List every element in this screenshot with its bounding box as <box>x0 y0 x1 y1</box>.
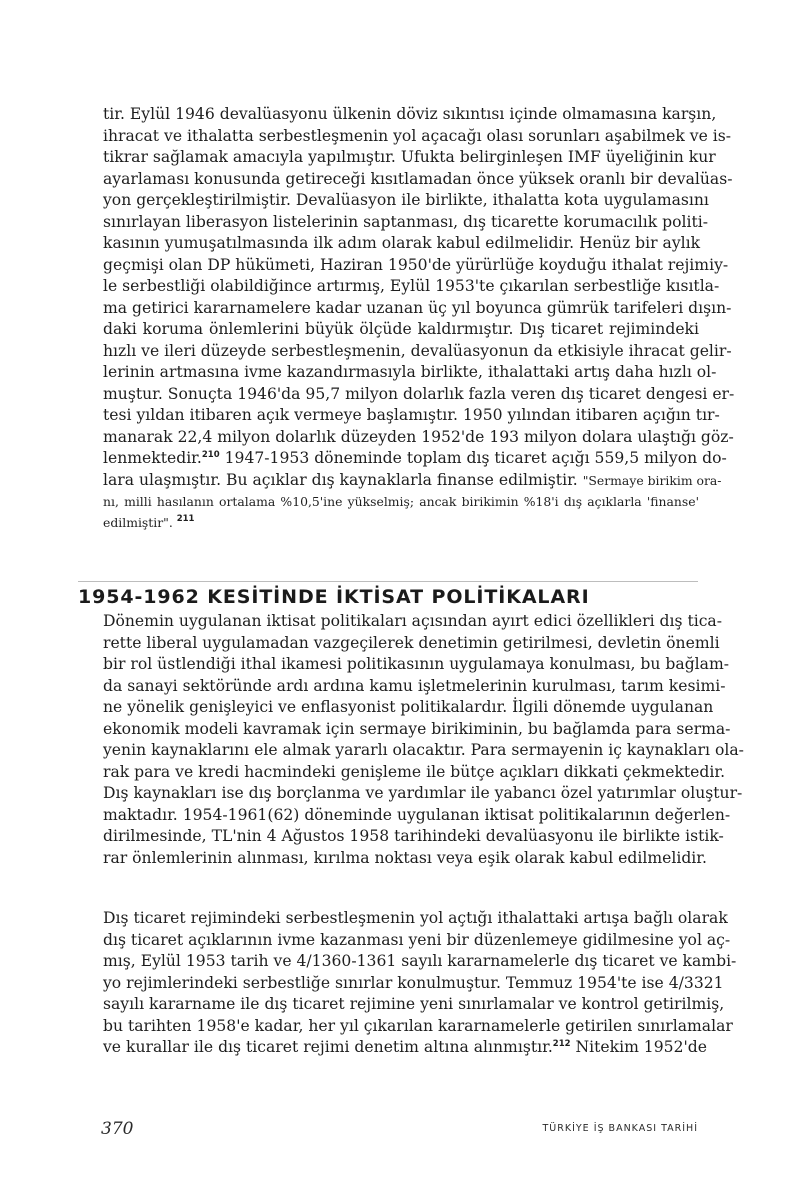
text-line: sınırlayan liberasyon listelerinin saptanması, dış ticarette korumacılık politi- <box>103 212 709 231</box>
text-line: rette liberal uygulamadan vazgeçilerek denetimin getirilmesi, devletin önemli <box>103 633 720 652</box>
text-line: geçmişi olan DP hükümeti, Haziran 1950'de yürürlüğe koyduğu ithalat rejimiy- <box>103 255 729 274</box>
text-line: Dönemin uygulanan iktisat politikaları açısından ayırt edici özellikleri dış tica- <box>103 612 722 630</box>
text-line: da sanayi sektöründe ardı ardına kamu işletmelerinin kurulması, tarım kesimi- <box>103 676 726 695</box>
text-line: le serbestliği olabildiğince artırmış, Eylül 1953'te çıkarılan serbestliğe kısıtla- <box>103 277 720 295</box>
text-run: edilmiştir". <box>103 515 177 530</box>
section-divider <box>78 581 698 582</box>
paragraph-1 <box>103 104 735 533</box>
text-line: yo rejimlerindeki serbestliğe sınırlar konulmuştur. Temmuz 1954'te ise 4/3321 <box>103 973 724 992</box>
text-line <box>103 1037 707 1059</box>
text-line: yon gerçekleştirilmiştir. Devalüasyon ile birlikte, ithalatta kota uygulamasını <box>103 191 709 209</box>
text-line: rak para ve kredi hacmindeki genişleme ile bütçe açıkları dikkati çekmektedir. <box>103 762 726 781</box>
text-line: Dış ticaret rejimindeki serbestleşmenin yol açtığı ithalattaki artışa bağlı olarak <box>103 909 728 927</box>
quotation-line <box>103 512 699 533</box>
text-line: Dış kaynakları ise dış borçlanma ve yardımlar ile yabancı özel yatırımlar oluştur- <box>103 784 743 802</box>
text-line: ayarlaması konusunda getireceği kısıtlamadan önce yüksek oranlı bir devalüas- <box>103 169 733 188</box>
text-line: mış, Eylül 1953 tarih ve 4/1360-1361 sayılı kararnamelerle dış ticaret ve kambi- <box>103 952 737 970</box>
text-line: hızlı ve ileri düzeyde serbestleşmenin, devalüasyonun da etkisiyle ihracat gelir- <box>103 341 732 360</box>
text-line: tir. Eylül 1946 devalüasyonu ülkenin döviz sıkıntısı içinde olmamasına karşın, <box>103 105 717 123</box>
paragraph-2 <box>103 611 744 869</box>
text-line: sayılı kararname ile dış ticaret rejimine yeni sınırlamalar ve kontrol getirilmiş, <box>103 995 725 1013</box>
running-footer-title: TÜRKİYE İŞ BANKASI TARİHİ <box>542 1123 698 1134</box>
text-line <box>103 470 722 492</box>
text-line <box>103 448 727 470</box>
text-line: bir rol üstlendiği ithal ikamesi politikasının uygulamaya konulması, bu bağlam- <box>103 655 730 673</box>
section-heading: 1954-1962 KESİTİNDE İKTİSAT POLİTİKALARI <box>78 586 590 608</box>
text-line: daki koruma önlemlerini büyük ölçüde kaldırmıştır. Dış ticaret rejimindeki <box>103 320 699 338</box>
text-line: ihracat ve ithalatta serbestleşmenin yol açacağı olası sorunları aşabilmek ve is- <box>103 126 732 145</box>
text-line: rar önlemlerinin alınması, kırılma noktası veya eşik olarak kabul edilmelidir. <box>103 848 707 867</box>
text-line: ne yönelik genişleyici ve enflasyonist politikalardır. İlgili dönemde uygulanan <box>103 698 714 716</box>
footnote-ref-210[interactable]: 210 <box>201 450 220 460</box>
text-line: ekonomik modeli kavramak için sermaye birikiminin, bu bağlamda para serma- <box>103 719 731 738</box>
text-run: 1947-1953 döneminde toplam dış ticaret açığı 559,5 milyon do- <box>219 449 727 467</box>
text-line: ma getirici kararnamelere kadar uzanan üç yıl boyunca gümrük tarifeleri dışın- <box>103 298 732 317</box>
footnote-ref-211[interactable]: 211 <box>176 514 195 524</box>
text-line: manarak 22,4 milyon dolarlık düzeyden 1952'de 193 milyon dolara ulaştığı göz- <box>103 427 734 446</box>
text-run: Nitekim 1952'de <box>570 1038 707 1056</box>
quotation-start: "Sermaye birikim ora- <box>582 472 722 488</box>
text-line: muştur. Sonuçta 1946'da 95,7 milyon dolarlık fazla veren dış ticaret dengesi er- <box>103 384 735 403</box>
text-run: ve kurallar ile dış ticaret rejimi denetim altına alınmıştır. <box>103 1038 553 1056</box>
page-number: 370 <box>101 1119 134 1139</box>
text-line: kasının yumuşatılmasında ilk adım olarak kabul edilmelidir. Henüz bir aylık <box>103 234 701 252</box>
paragraph-3 <box>103 908 737 1059</box>
text-line: dirilmesinde, TL'nin 4 Ağustos 1958 tarihindeki devalüasyonu ile birlikte istik- <box>103 827 724 845</box>
text-line: tesi yıldan itibaren açık vermeye başlamıştır. 1950 yılından itibaren açığın tır- <box>103 406 720 424</box>
text-line: bu tarihten 1958'e kadar, her yıl çıkarılan kararnamelerle getirilen sınırlamalar <box>103 1016 733 1035</box>
text-line: yenin kaynaklarını ele almak yararlı olacaktır. Para sermayenin iç kaynakları ola- <box>103 741 744 759</box>
text-line: dış ticaret açıklarının ivme kazanması yeni bir düzenlemeye gidilmesine yol aç- <box>103 930 731 949</box>
text-run: lara ulaşmıştır. Bu açıklar dış kaynaklarla finanse edilmiştir. <box>103 470 583 489</box>
quotation-line: nı, milli hasılanın ortalama %10,5'ine yükselmiş; ancak birikimin %18'i dış açıklarla 'finanse' <box>103 494 699 509</box>
text-line: lerinin artmasına ivme kazandırmasıyla birlikte, ithalattaki artış daha hızlı ol- <box>103 363 717 381</box>
text-line: tikrar sağlamak amacıyla yapılmıştır. Ufukta belirginleşen IMF üyeliğinin kur <box>103 148 716 166</box>
text-line: maktadır. 1954-1961(62) döneminde uygulanan iktisat politikalarının değerlen- <box>103 805 731 824</box>
text-run: lenmektedir. <box>103 449 202 467</box>
footnote-ref-212[interactable]: 212 <box>552 1039 571 1049</box>
